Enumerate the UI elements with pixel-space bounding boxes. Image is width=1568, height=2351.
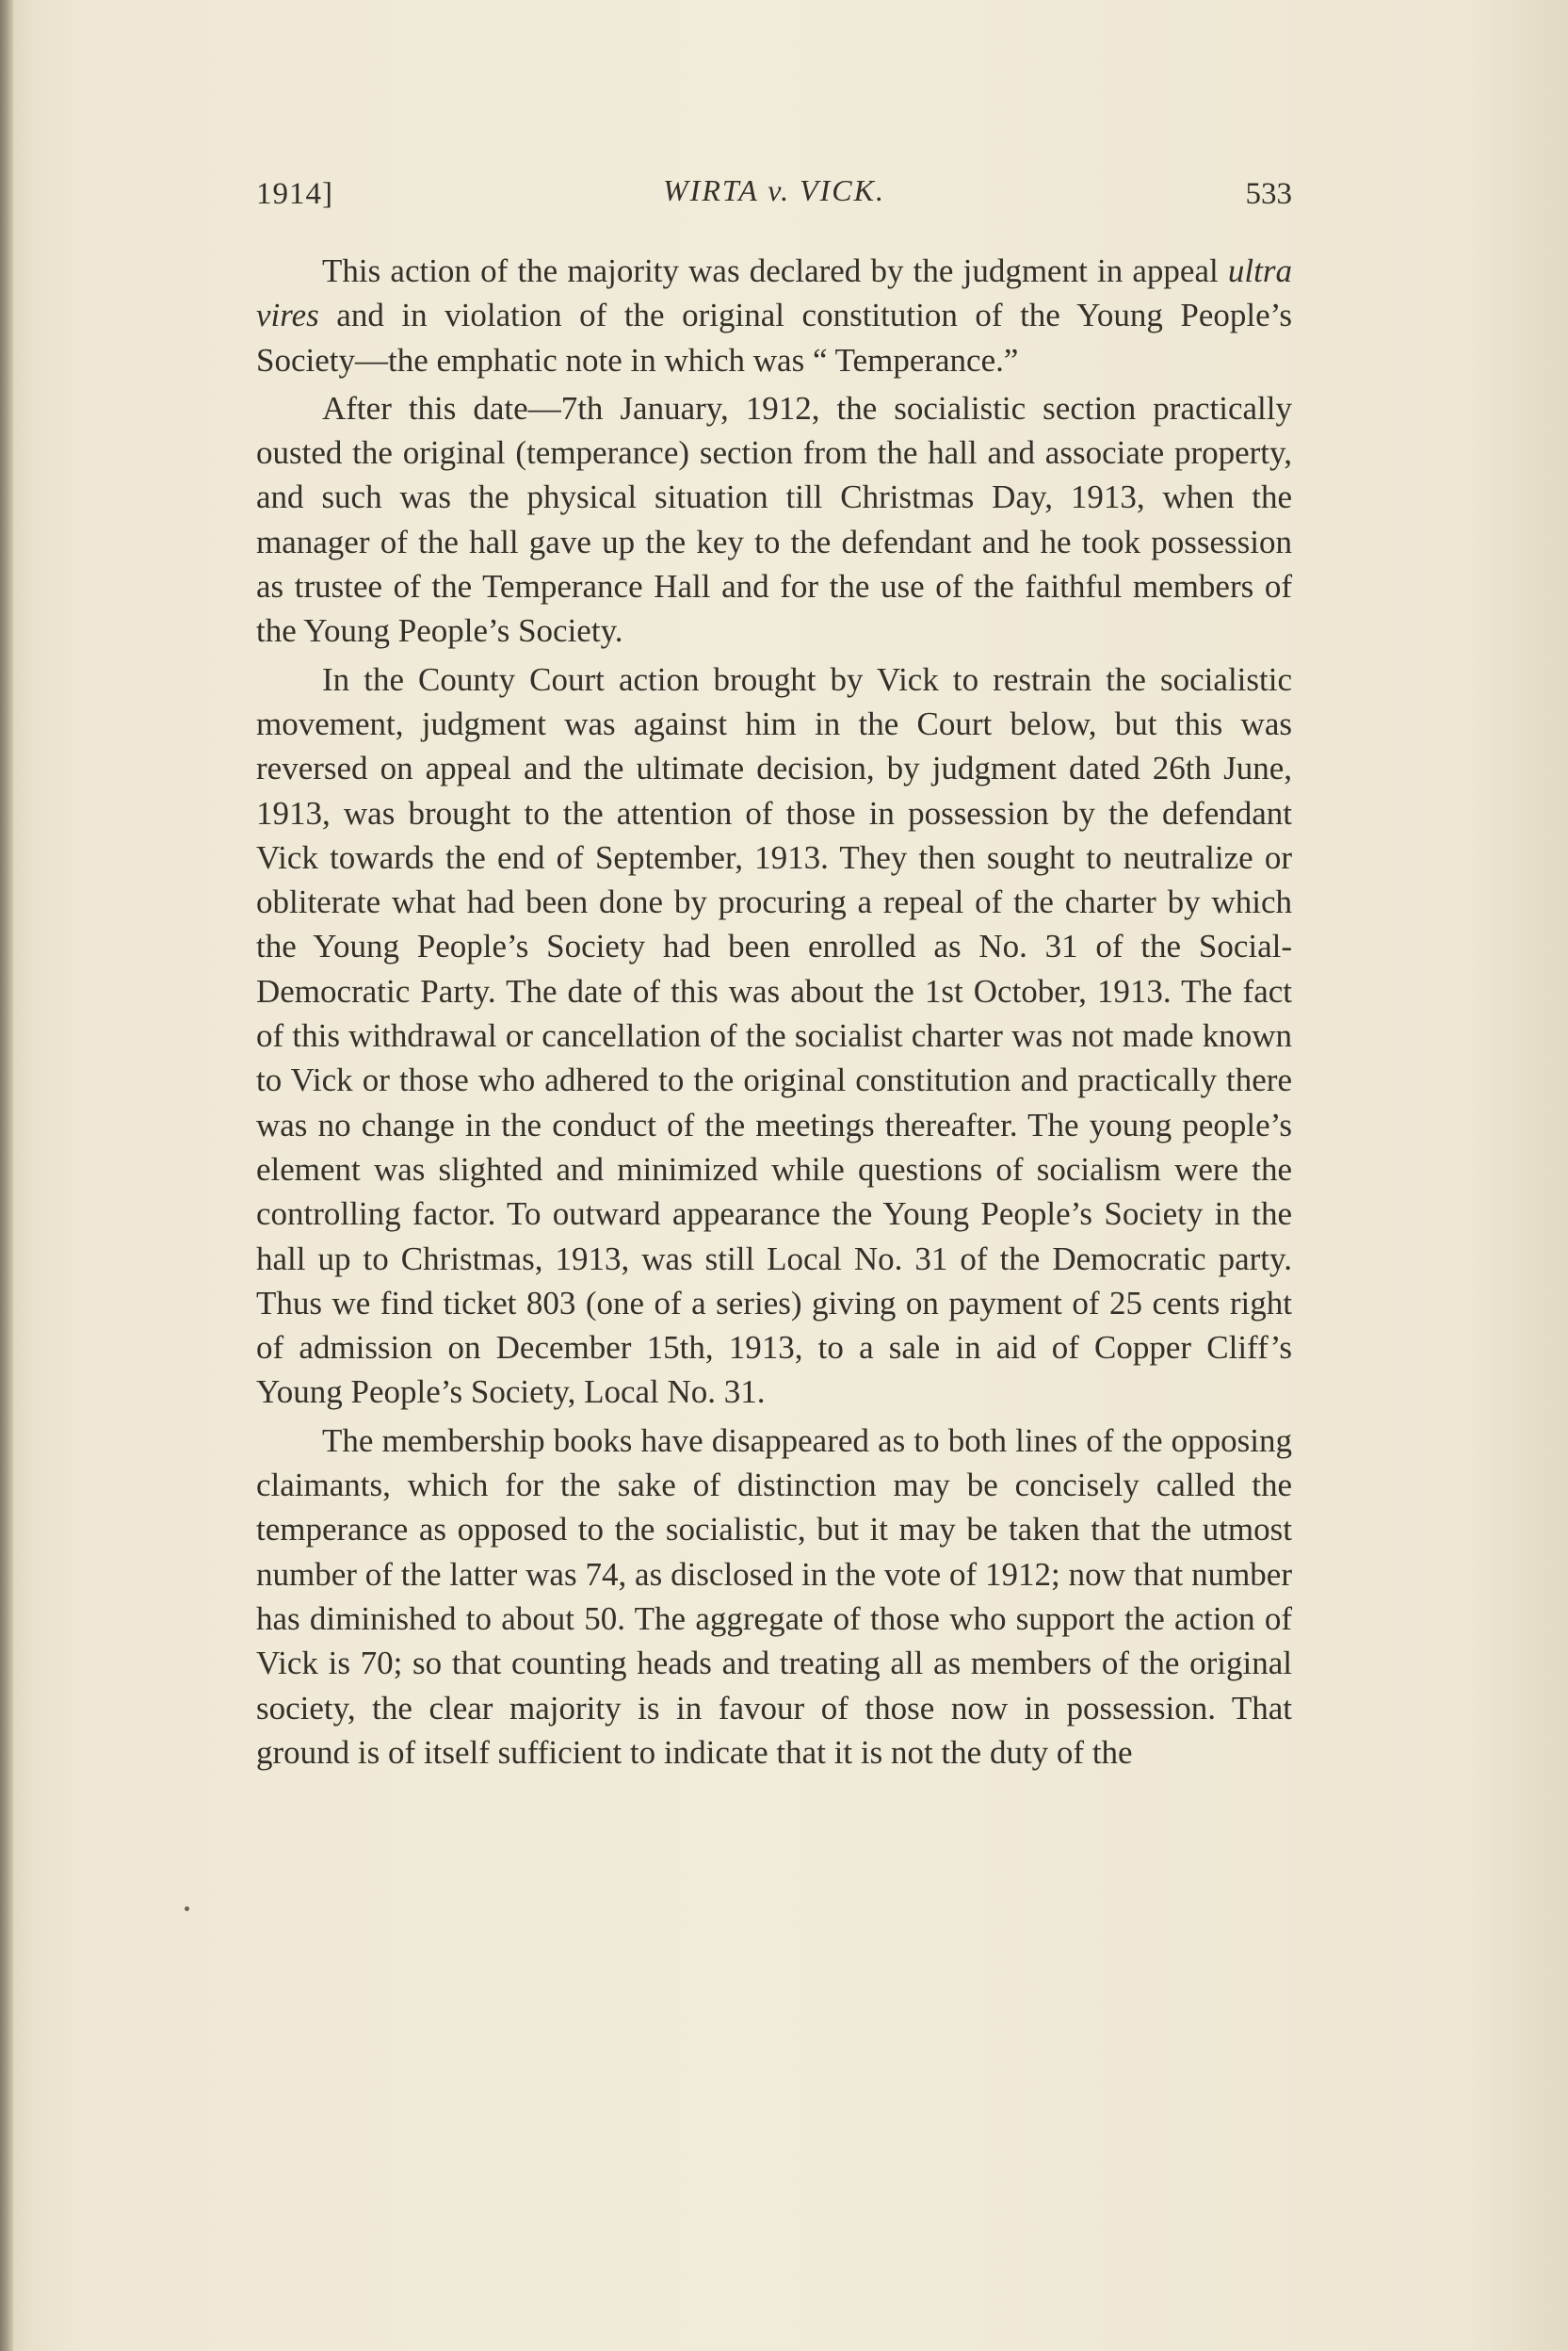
- paragraph-2: After this date—7th January, 1912, the socialistic section practically ousted the original (temperance) section from the hall and associate property, and such was the physical situation till Christmas Day, 1913, when the manager of the hall gave up the key to the defendant and he took possession as trustee of the Temperance Hall and for the use of the faithful members of the Young People’s Society.: [256, 389, 1292, 650]
- header-year: 1914]: [256, 177, 333, 211]
- paragraph-3: In the County Court action brought by Vick to restrain the socialistic movement, judgment was against him in the Court below, but this was reversed on appeal and the ultimate decision, by judgment dated 26th June, 1913, was brought to the attention of those in possession by the defendant Vick towards the end of September, 1913. They then sought to neutralize or obliterate what had been done by procuring a repeal of the charter by which the Young People’s Society had been enrolled as No. 31 of the Social-Democratic Party. The date of this was about the 1st October, 1913. The fact of this withdrawal or cancellation of the socialist charter was not made known to Vick or those who adhered to the original constitution and practically there was no change in the conduct of the meetings thereafter. The young people’s element was slighted and minimized while questions of socialism were the controlling factor. To outward appearance the Young People’s Society in the hall up to Christmas, 1913, was still Local No. 31 of the Democratic party. Thus we find ticket 803 (one of a series) giving on payment of 25 cents right of admission on December 15th, 1913, to a sale in aid of Copper Cliff’s Young People’s Society, Local No. 31.: [256, 660, 1292, 1411]
- paragraph-1: [256, 249, 1292, 382]
- body-text: [256, 249, 1292, 1775]
- page-spine-shadow: [0, 0, 13, 2351]
- margin-ink-dot: [185, 1906, 189, 1911]
- running-header: [256, 170, 1292, 226]
- page-number: 533: [1245, 177, 1292, 211]
- header-case-title: WIRTA v. VICK.: [663, 173, 885, 207]
- paragraph-1-tail: and in violation of the original constitution of the Young People’s Society—the emphatic note in which was “ Temperance.”: [256, 297, 1292, 379]
- paragraph-1-lead: This action of the majority was declared by the judgment in appeal: [322, 252, 1228, 289]
- paragraph-4: The membership books have disappeared as to both lines of the opposing claimants, which for the sake of distinction may be concisely called the temperance as opposed to the socialistic, but it may be taken that the utmost number of the latter was 74, as disclosed in the vote of 1912; now that number has diminished to about 50. The aggregate of those who support the action of Vick is 70; so that counting heads and treating all as members of the original society, the clear majority is in favour of those now in possession. That ground is of itself sufficient to indicate that it is not the duty of the: [256, 1421, 1292, 1771]
- paragraph-1-emphasis: ultra vires: [256, 252, 1292, 334]
